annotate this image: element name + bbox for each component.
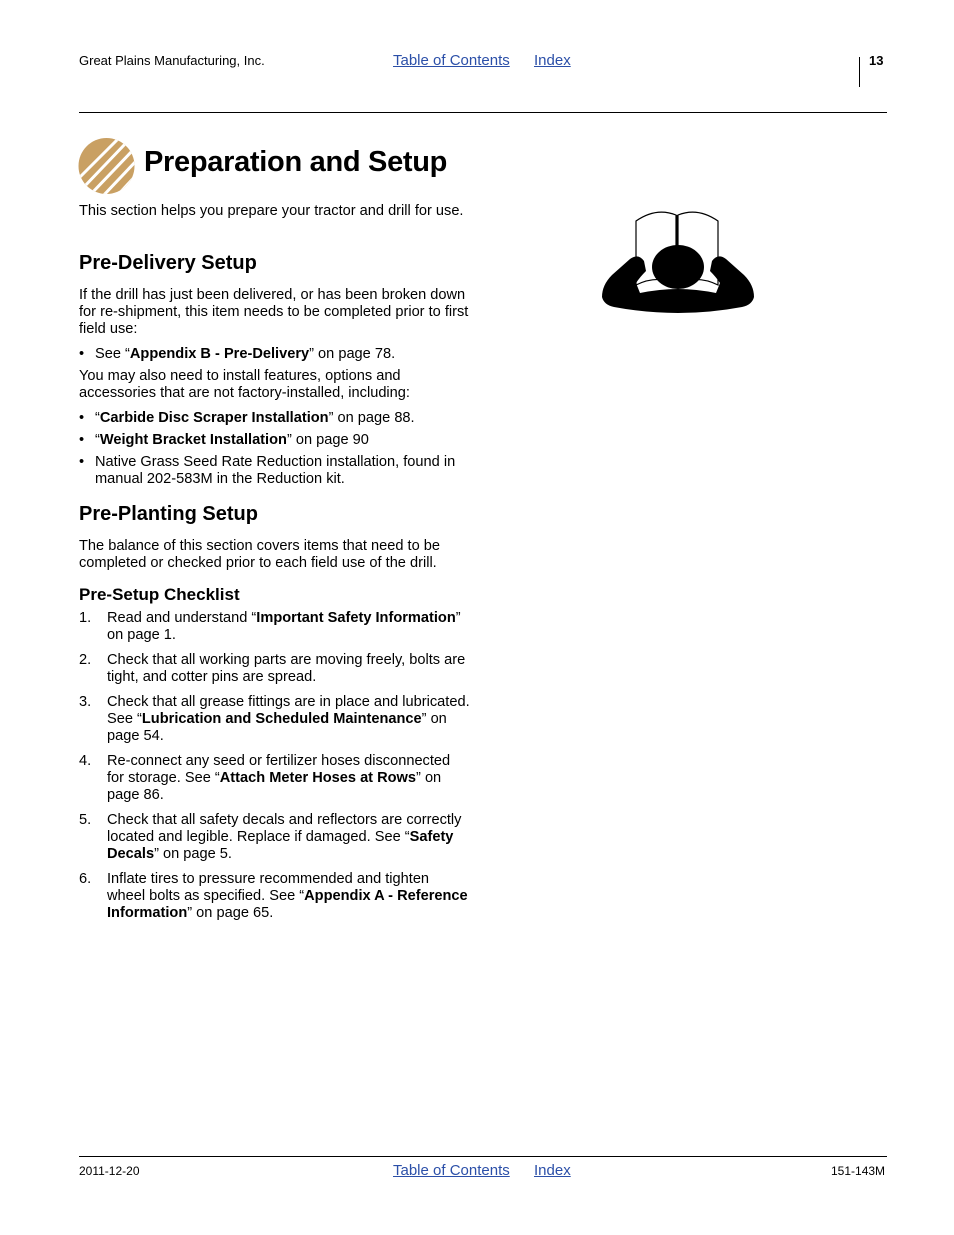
step-number: 4.	[79, 753, 92, 769]
step-number: 6.	[79, 871, 92, 887]
bullet-text: ” on page 88.	[328, 410, 415, 426]
header-rule	[79, 112, 887, 113]
footer-index-link[interactable]: Index	[534, 1162, 571, 1179]
footer-toc-link[interactable]: Table of Contents	[393, 1162, 510, 1179]
checklist-step	[79, 812, 471, 863]
bullet-dot: •	[79, 454, 85, 470]
step-text: ” on page 86.	[107, 770, 442, 803]
checklist-step	[79, 610, 471, 644]
bullet-text: Native Grass Seed Rate Reduction installation, found in manual 202-583M in the Reduction kit.	[95, 454, 456, 487]
page-number: 13	[869, 53, 884, 68]
checklist-step	[79, 753, 471, 804]
pre-delivery-paragraph: If the drill has just been delivered, or has been broken down for re-shipment, this item needs to be completed prior to first field use:	[79, 287, 469, 337]
list-item	[79, 454, 471, 488]
field-rows-logo-icon	[78, 137, 135, 195]
bullet-text: “	[95, 432, 100, 448]
revision-date: 2011-12-20	[79, 1164, 140, 1178]
cross-reference: Attach Meter Hoses at Rows	[219, 770, 417, 786]
list-item	[79, 432, 471, 449]
pre-delivery-heading: Pre-Delivery Setup	[79, 252, 257, 274]
person-reading-manual-icon	[600, 205, 756, 317]
header-index-link[interactable]: Index	[534, 52, 571, 69]
step-text: Check that all working parts are moving freely, bolts are tight, and cotter pins are spread.	[107, 652, 466, 685]
bullet-text: See “	[95, 346, 130, 362]
step-text: ” on page 65.	[187, 905, 274, 921]
step-text: ” on page 54.	[107, 711, 447, 744]
step-text: ” on page 1.	[107, 610, 461, 643]
header-toc-link[interactable]: Table of Contents	[393, 52, 510, 69]
checklist-step	[79, 652, 471, 686]
bullet-text: “	[95, 410, 100, 426]
bullet-dot: •	[79, 432, 85, 448]
pre-planting-paragraph: The balance of this section covers items that need to be completed or checked prior to each field use of the drill.	[79, 538, 440, 571]
intro-paragraph: This section helps you prepare your tractor and drill for use.	[79, 203, 464, 219]
bullet-text: ” on page 78.	[309, 346, 396, 362]
pre-planting-heading: Pre-Planting Setup	[79, 503, 258, 525]
cross-reference: Important Safety Information	[256, 610, 456, 626]
page-title: Preparation and Setup	[144, 146, 448, 178]
footer-rule	[79, 1156, 887, 1157]
bullet-text: ” on page 90	[286, 432, 369, 448]
step-text: Check that all grease fittings are in place and lubricated. See “	[107, 694, 470, 727]
list-item	[79, 346, 471, 363]
list-item	[79, 410, 471, 427]
company-name: Great Plains Manufacturing, Inc.	[79, 53, 265, 68]
accessories-paragraph: You may also need to install features, options and accessories that are not factory-installed, including:	[79, 368, 410, 401]
bullet-dot: •	[79, 410, 85, 426]
step-number: 1.	[79, 610, 92, 626]
cross-reference: Carbide Disc Scraper Installation	[99, 410, 329, 426]
step-text: Read and understand “	[107, 610, 257, 626]
step-text: ” on page 5.	[154, 846, 232, 862]
cross-reference: Weight Bracket Installation	[99, 432, 287, 448]
cross-reference: Lubrication and Scheduled Maintenance	[141, 711, 422, 727]
step-number: 3.	[79, 694, 92, 710]
step-text: Re-connect any seed or fertilizer hoses disconnected for storage. See “	[107, 753, 451, 786]
cross-reference: Appendix A - Reference Information	[107, 888, 468, 921]
cross-reference: Appendix B - Pre-Delivery	[129, 346, 310, 362]
header-divider	[859, 57, 860, 87]
step-text: Inflate tires to pressure recommended and tighten wheel bolts as specified. See “	[107, 871, 430, 904]
step-text: Check that all safety decals and reflectors are correctly located and legible. Replace if damaged. See “	[107, 812, 462, 845]
step-number: 2.	[79, 652, 92, 668]
step-number: 5.	[79, 812, 92, 828]
document-code: 151-143M	[831, 1164, 886, 1178]
bullet-dot: •	[79, 346, 85, 362]
checklist-step	[79, 871, 471, 922]
checklist-step	[79, 694, 471, 745]
cross-reference: Safety Decals	[107, 829, 454, 862]
checklist-heading: Pre-Setup Checklist	[79, 585, 240, 604]
